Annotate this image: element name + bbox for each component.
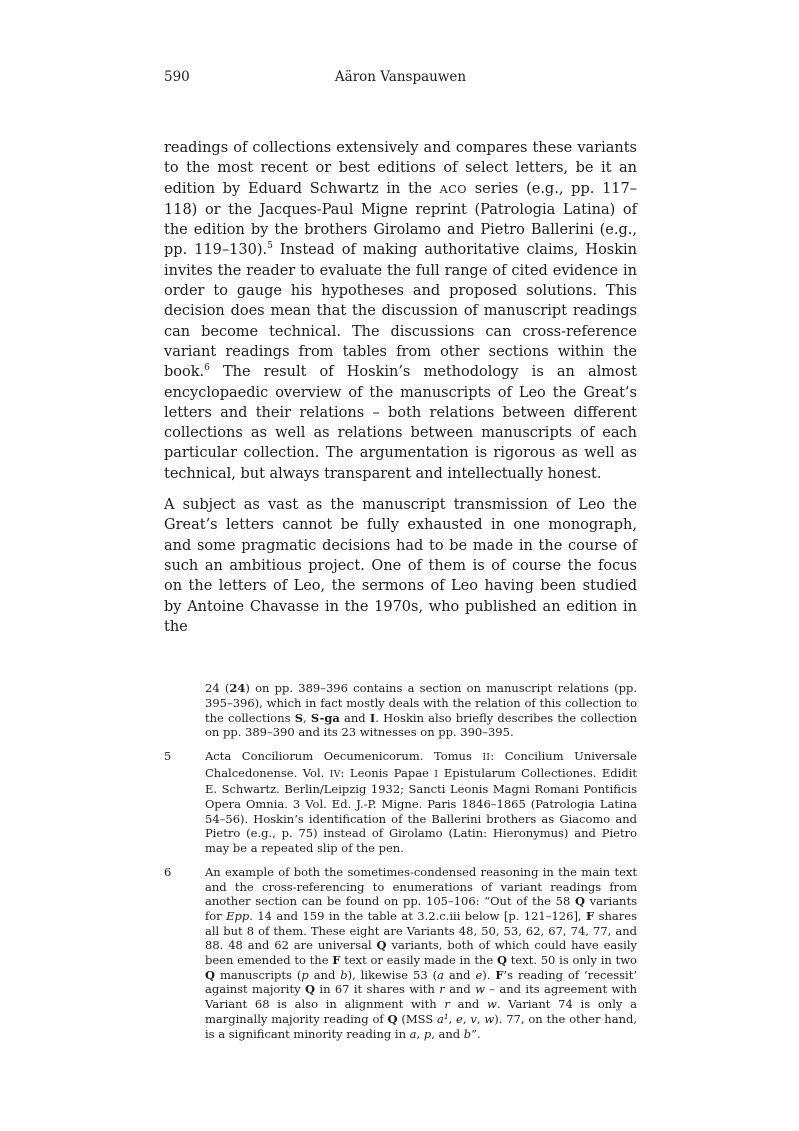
footnote-label: 6: [164, 864, 172, 879]
page-number: 590: [164, 69, 190, 85]
footnote-text: Acta Conciliorum Oecumenicorum. Tomus II: Concilium Universale Chalcedonense. Vol. IV: Leonis Papae I Epistularum Collectiones. Edidit E. Schwartz. Berlin/Leipzig 1932; Sancti Leonis Magni Romani Pontificis Opera Omnia. 3 Vol. Ed. J.-P. Migne. Paris 1846–1865 (Patrologia Latina 54–56). Hoskin’s identification of the Ballerini brothers as Giacomo and Pietro (e.g., p. 75) instead of Girolamo (Latin: Hieronymus) and Pietro may be a repeated slip of the pen.: [205, 748, 637, 856]
body-paragraph-1: readings of collections extensively and compares these variants to the most recent or best editions of select letters, be it an edition by Eduard Schwartz in the ACO series (e.g., pp. 117–118) or the Jacques-Paul Migne reprint (Patrologia Latina) of the edition by the brothers Girolamo and Pietro Ballerini (e.g., pp. 119–130).$^5$ Instead of making authoritative claims, Hoskin invites the reader to evaluate the full range of cited evidence in order to gauge his hypotheses and proposed solutions. This decision does mean that the discussion of manuscript readings can become technical. The discussions can cross-reference variant readings from tables from other sections within the book.$^6$ The result of Hoskin’s methodology is an almost encyclopaedic overview of the manuscripts of Leo the Great’s letters and their relations – both relations between different collections as well as relations between manuscripts of each particular collection. The argumentation is rigorous as well as technical, but always transparent and intellectually honest.: [164, 140, 638, 482]
footnotes: [164, 681, 637, 1041]
footnote-label: 5: [164, 748, 172, 763]
footnote-continuation: [164, 681, 637, 740]
footnote-6: [164, 865, 637, 1041]
footnote-5: [164, 749, 637, 856]
running-head: Aäron Vanspauwen: [334, 69, 467, 85]
body-paragraph-2: A subject as vast as the manuscript transmission of Leo the Great’s letters cannot be fully exhausted in one monograph, and some pragmatic decisions had to be made in the course of such an ambitious project. One of them is of course the focus on the letters of Leo, the sermons of Leo having been studied by Antoine Chavasse in the 1970s, who published an edition in the: [164, 497, 637, 635]
footnote-text: An example of both the sometimes-condensed reasoning in the main text and the cross-referencing to enumerations of variant readings from another section can be found on pp. 105–106: “Out of the 58 Q variants for Epp. 14 and 159 in the table at 3.2.c.iii below [p. 121–126], F shares all but 8 of them. These eight are Variants 48, 50, 53, 62, 67, 74, 77, and 88. 48 and 62 are universal Q variants, both of which could have easily been emended to the F text or easily made in the Q text. 50 is only in two Q manuscripts (p and b), likewise 53 (a and e). F’s reading of ‘recessit’ against majority Q in 67 it shares with r and w – and its agreement with Variant 68 is also in alignment with r and w. Variant 74 is only a marginally majority reading of Q (MSS a¹, e, v, w). 77, on the other hand, is a significant minority reading in a, p, and b”.: [205, 864, 638, 1041]
footnote-text: 24 (24) on pp. 389–396 contains a section on manuscript relations (pp. 395–396), which in fact mostly deals with the relation of this collection to the collections S, S-ga and I. Hoskin also briefly describes the collection on pp. 389–390 and its 23 witnesses on pp. 390–395.: [205, 681, 638, 740]
main-text: [164, 138, 637, 637]
footnote-label: [164, 681, 205, 740]
page-header: [164, 68, 637, 86]
